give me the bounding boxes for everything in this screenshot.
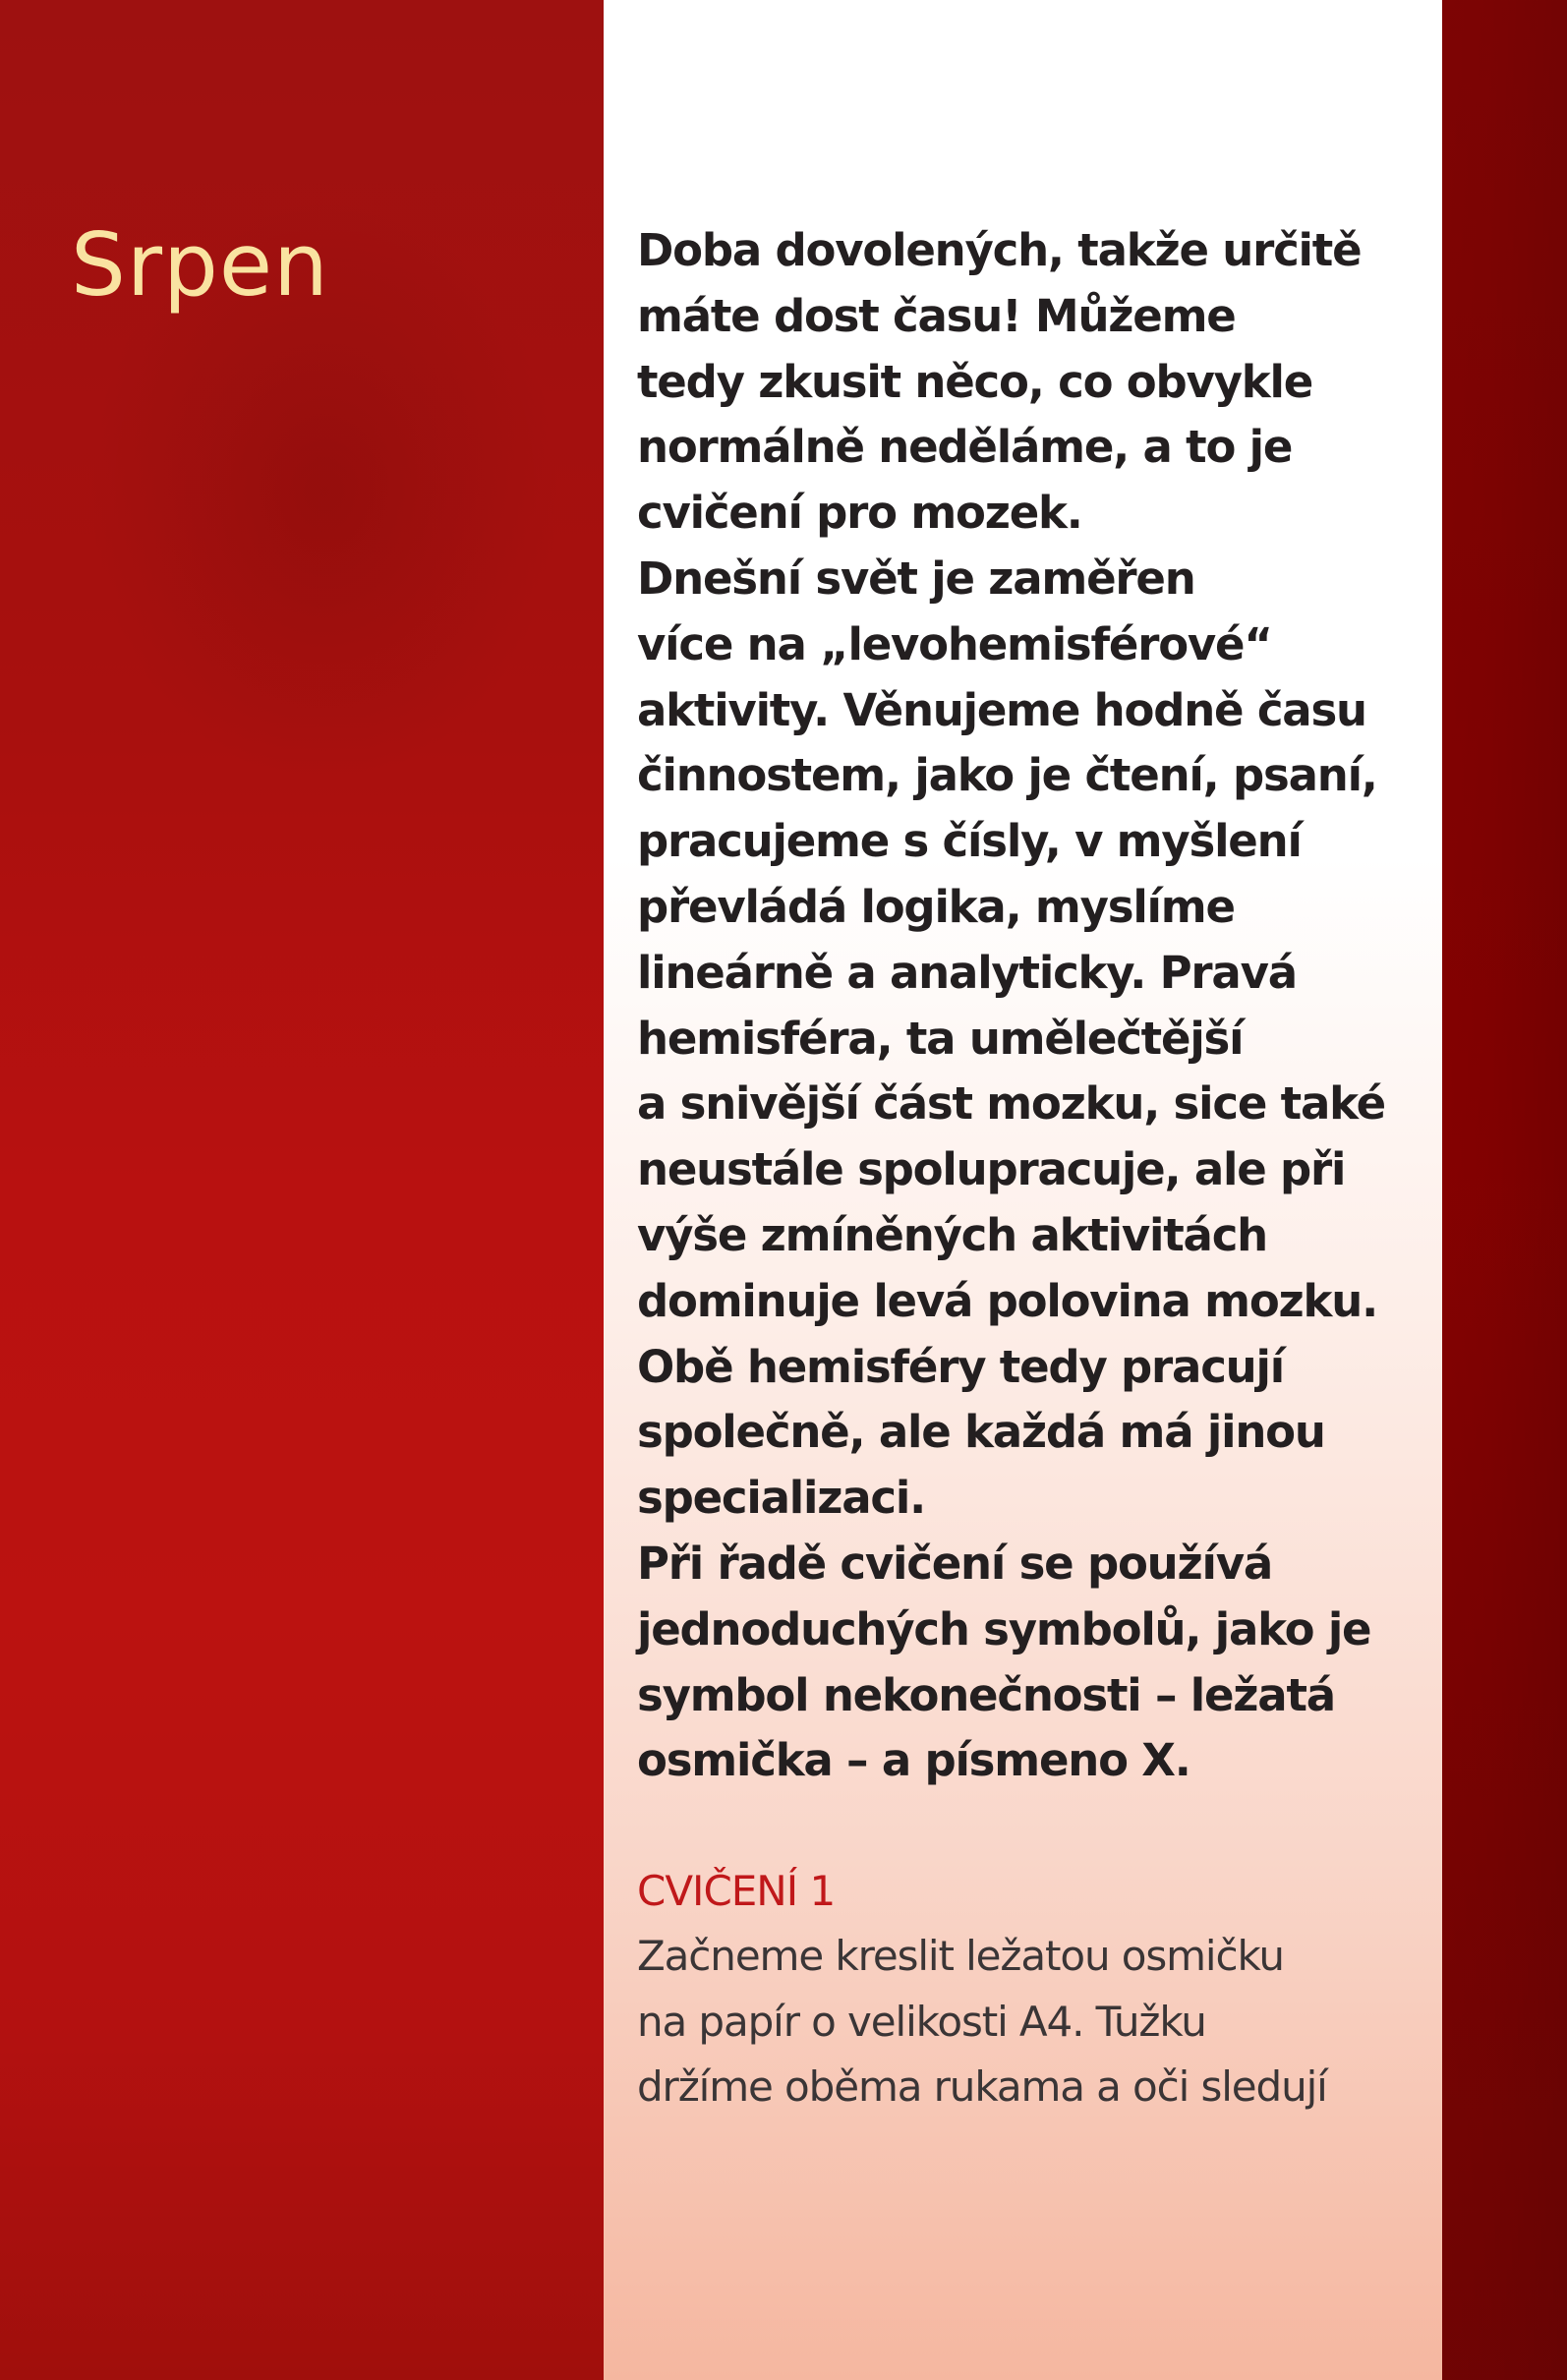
intro-line: převládá logika, myslíme — [637, 880, 1235, 933]
intro-line: jednoduchých symbolů, jako je — [637, 1602, 1371, 1655]
intro-paragraph — [637, 218, 1423, 1794]
intro-line: neustále spolupracuje, ale při — [637, 1143, 1346, 1196]
exercise-line: držíme oběma rukama a oči sledují — [637, 2062, 1327, 2112]
intro-line: lineárně a analyticky. Pravá — [637, 946, 1297, 999]
exercise-heading: CVIČENÍ 1 — [637, 1867, 836, 1916]
left-red-panel — [0, 0, 604, 2380]
intro-line: aktivity. Věnujeme hodně času — [637, 683, 1366, 736]
month-title: Srpen — [71, 214, 329, 316]
exercise-paragraph — [637, 1924, 1423, 2120]
intro-line: hemisféra, ta umělečtější — [637, 1012, 1244, 1065]
intro-line: a snivější část mozku, sice také — [637, 1077, 1385, 1131]
intro-line: Dnešní svět je zaměřen — [637, 551, 1195, 605]
intro-line: výše zmíněných aktivitách — [637, 1208, 1268, 1261]
article-content — [637, 218, 1423, 2120]
intro-line: Doba dovolených, takže určitě — [637, 224, 1362, 276]
intro-line: více na „levohemisférové“ — [637, 617, 1272, 670]
intro-line: Při řadě cvičení se používá — [637, 1537, 1273, 1590]
intro-line: specializaci. — [637, 1472, 925, 1525]
exercise-line: Začneme kreslit ležatou osmičku — [637, 1932, 1284, 1981]
intro-line: normálně neděláme, a to je — [637, 421, 1293, 474]
intro-line: činnostem, jako je čtení, psaní, — [637, 749, 1377, 802]
intro-line: osmička – a písmeno X. — [637, 1734, 1190, 1787]
intro-line: Obě hemisféry tedy pracují — [637, 1340, 1284, 1393]
intro-line: cvičení pro mozek. — [637, 487, 1082, 540]
intro-line: společně, ale každá má jinou — [637, 1406, 1325, 1459]
intro-line: symbol nekonečnosti – ležatá — [637, 1668, 1335, 1721]
intro-line: pracujeme s čísly, v myšlení — [637, 815, 1302, 868]
right-red-panel — [1442, 0, 1567, 2380]
intro-line: tedy zkusit něco, co obvykle — [637, 355, 1313, 408]
exercise-line: na papír o velikosti A4. Tužku — [637, 1997, 1206, 2046]
intro-line: máte dost času! Můžeme — [637, 289, 1236, 342]
intro-line: dominuje levá polovina mozku. — [637, 1274, 1377, 1327]
